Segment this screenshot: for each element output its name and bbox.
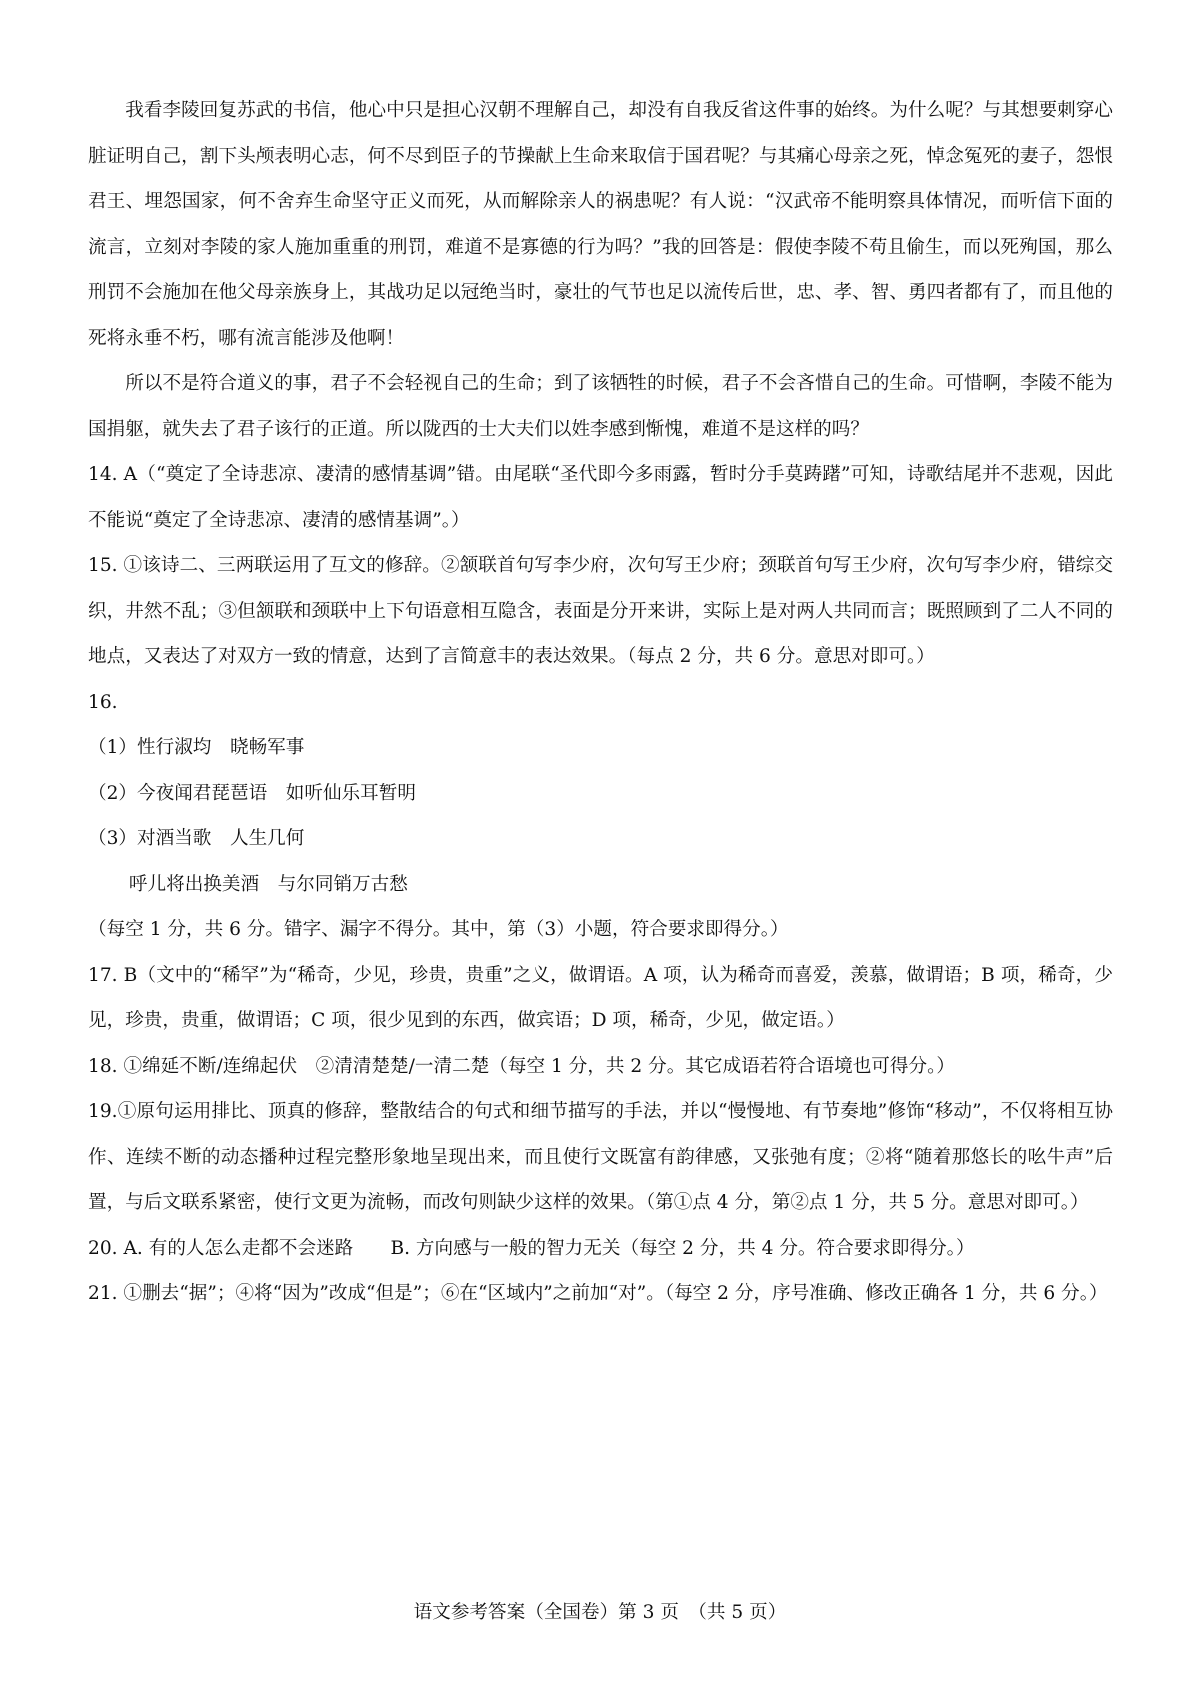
answer-16-item-3-line-2: 呼儿将出换美酒 与尔同销万古愁 — [128, 873, 408, 895]
answer-19: 19.①原句运用排比、顶真的修辞，整散结合的句式和细节描写的手法，并以“慢慢地、有节奏地”修饰“移动”，不仅将相互协作、连续不断的动态播种过程完整形象地呈现出来，而且使行文既富有韵律感，又张弛有度；②将“随着那悠长的吆牛声”后置，与后文联系紧密，使行文更为流畅，而改句则缺少这样的效果。（第①点 4 分，第②点 1 分，共 5 分。意思对即可。） — [88, 1101, 1113, 1213]
answer-16-number: 16. — [88, 691, 118, 713]
answer-16-item-2: （2）今夜闻君琵琶语 如听仙乐耳暂明 — [88, 782, 416, 804]
answer-15: 15. ①该诗二、三两联运用了互文的修辞。②颔联首句写李少府，次句写王少府；颈联首句写王少府，次句写李少府，错综交织，井然不乱；③但颔联和颈联中上下句语意相互隐含，表面是分开来讲，实际上是对两人共同而言；既照顾到了二人不同的地点，又表达了对双方一致的情意，达到了言简意丰的表达效果。（每点 2 分，共 6 分。意思对即可。） — [88, 555, 1113, 667]
answer-16-note: （每空 1 分，共 6 分。错字、漏字不得分。其中，第（3）小题，符合要求即得分。） — [88, 919, 789, 940]
answer-16-item-1: （1）性行淑均 晓畅军事 — [88, 737, 305, 758]
answer-17: 17. B（文中的“稀罕”为“稀奇，少见，珍贵，贵重”之义，做谓语。A 项，认为稀奇而喜爱，羡慕，做谓语；B 项，稀奇，少见，珍贵，贵重，做谓语；C 项，很少见到的东西，做宾语；D 项，稀奇，少见，做定语。） — [88, 964, 1113, 1031]
answer-16-item-3: （3）对酒当歌 人生几何 — [88, 828, 305, 849]
page-footer: 语文参考答案（全国卷）第 3 页 （共 5 页） — [413, 1602, 787, 1623]
translation-paragraph-2: 所以不是符合道义的事，君子不会轻视自己的生命；到了该牺牲的时候，君子不会吝惜自己的生命。可惜啊，李陵不能为国捐躯，就失去了君子该行的正道。所以陇西的士大夫们以姓李感到惭愧，难道不是这样的吗？ — [88, 373, 1113, 440]
answer-14: 14. A（“奠定了全诗悲凉、凄清的感情基调”错。由尾联“圣代即今多雨露，暂时分手莫踌躇”可知，诗歌结尾并不悲观，因此不能说“奠定了全诗悲凉、凄清的感情基调”。） — [88, 464, 1113, 531]
translation-paragraph-1: 我看李陵回复苏武的书信，他心中只是担心汉朝不理解自己，却没有自我反省这件事的始终。为什么呢？与其想要刺穿心脏证明自己，割下头颅表明心志，何不尽到臣子的节操献上生命来取信于国君呢？与其痛心母亲之死，悼念冤死的妻子，怨恨君王、埋怨国家，何不舍弃生命坚守正义而死，从而解除亲人的祸患呢？有人说：“汉武帝不能明察具体情况，而听信下面的流言，立刻对李陵的家人施加重重的刑罚，难道不是寡德的行为吗？”我的回答是：假使李陵不苟且偷生，而以死殉国，那么刑罚不会施加在他父母亲族身上，其战功足以冠绝当时，豪壮的气节也足以流传后世，忠、孝、智、勇四者都有了，而且他的死将永垂不朽，哪有流言能涉及他啊！ — [88, 100, 1113, 349]
answer-21: 21. ①删去“据”；④将“因为”改成“但是”；⑥在“区域内”之前加“对”。（每空 2 分，序号准确、修改正确各 1 分，共 6 分。） — [88, 1283, 1108, 1304]
answer-page — [88, 88, 1113, 1317]
answer-20: 20. A. 有的人怎么走都不会迷路 B. 方向感与一般的智力无关（每空 2 分，共 4 分。符合要求即得分。） — [88, 1237, 975, 1259]
answer-18: 18. ①绵延不断/连绵起伏 ②清清楚楚/一清二楚（每空 1 分，共 2 分。其它成语若符合语境也可得分。） — [88, 1055, 955, 1077]
